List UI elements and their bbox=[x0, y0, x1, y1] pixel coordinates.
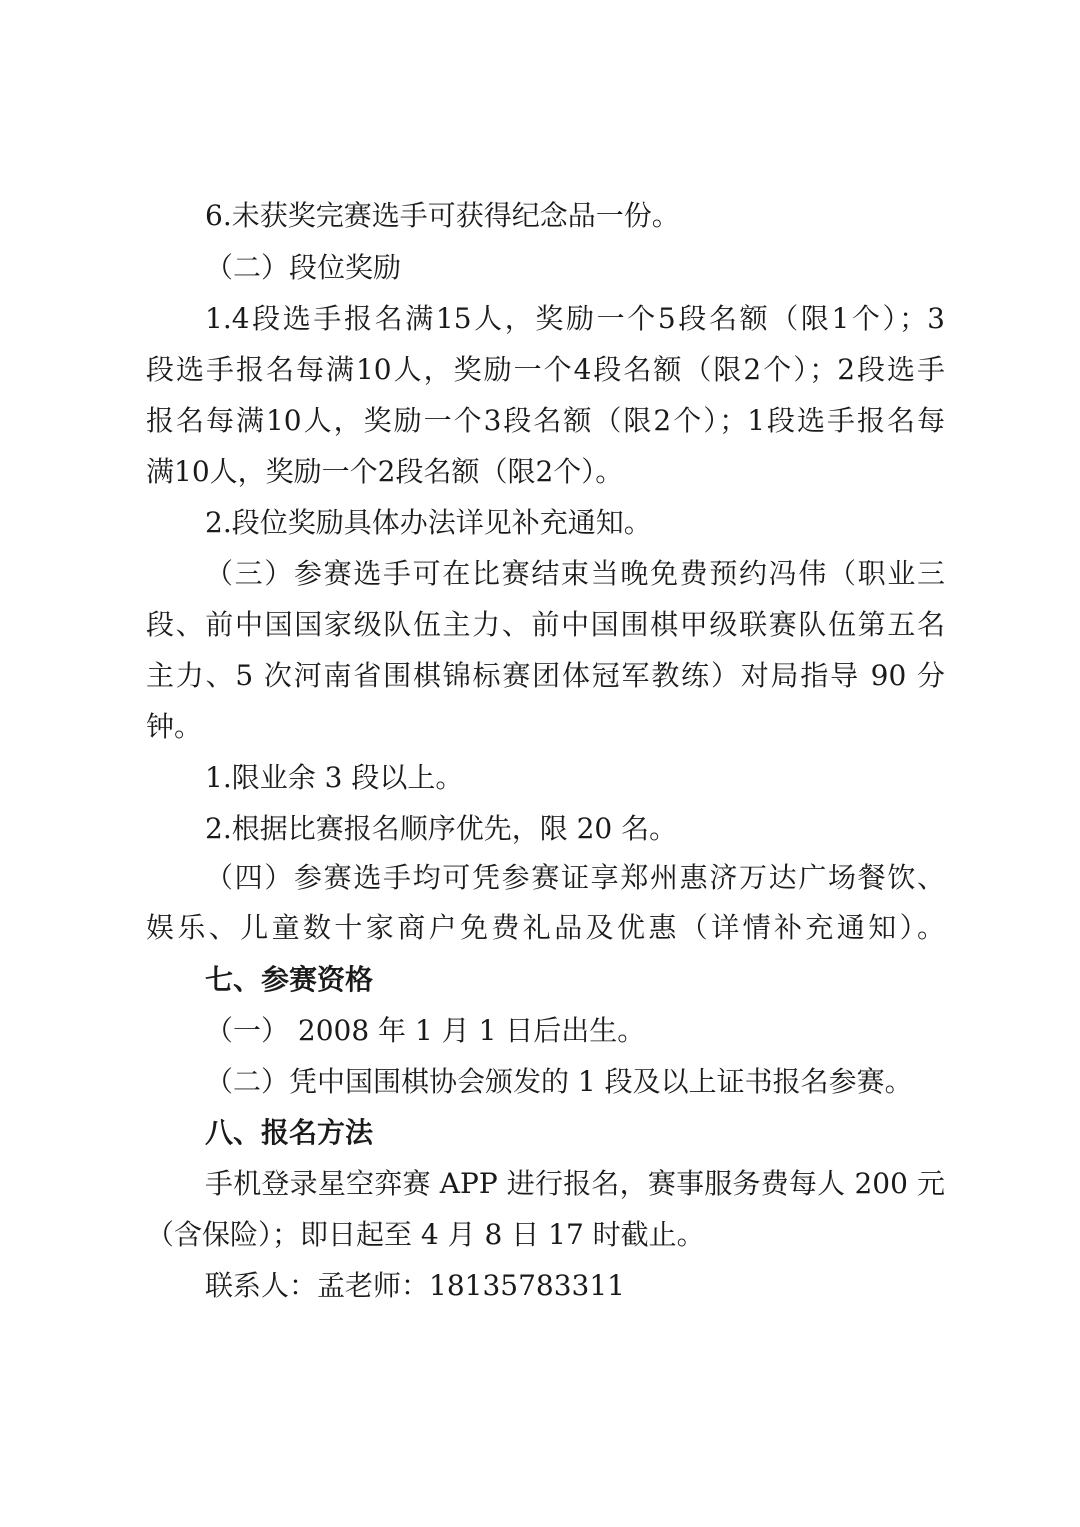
paragraph-line: 满10人，奖励一个2段名额（限2个）。 bbox=[146, 455, 624, 488]
paragraph-line: （一） 2008 年 1 月 1 日后出生。 bbox=[205, 1014, 646, 1047]
paragraph-line: 手机登录星空弈赛 APP 进行报名，赛事服务费每人 200 元 bbox=[205, 1167, 945, 1200]
paragraph-line: 报名每满10人，奖励一个3段名额（限2个）；1段选手报名每 bbox=[146, 404, 945, 437]
section-heading: 八、报名方法 bbox=[205, 1116, 374, 1149]
paragraph-line: 6.未获奖完赛选手可获得纪念品一份。 bbox=[205, 199, 680, 232]
paragraph-line: 段选手报名每满10人，奖励一个4段名额（限2个）；2段选手 bbox=[146, 353, 945, 386]
paragraph-line: 2.段位奖励具体办法详见补充通知。 bbox=[205, 506, 652, 539]
section-subheading: （二）段位奖励 bbox=[205, 251, 402, 284]
paragraph-line: 1.限业余 3 段以上。 bbox=[205, 761, 464, 794]
paragraph-line: 钟。 bbox=[146, 710, 203, 743]
paragraph-line: 娱乐、儿童数十家商户免费礼品及优惠（详情补充通知）。 bbox=[146, 911, 945, 944]
paragraph-line: 1.4段选手报名满15人，奖励一个5段名额（限1个）；3 bbox=[205, 302, 945, 335]
contact-line: 联系人：孟老师：18135783311 bbox=[205, 1269, 625, 1302]
paragraph-line: 段、前中国国家级队伍主力、前中国围棋甲级联赛队伍第五名 bbox=[146, 608, 945, 641]
paragraph-line: （含保险）；即日起至 4 月 8 日 17 时截止。 bbox=[146, 1218, 705, 1251]
paragraph-line: 主力、5 次河南省围棋锦标赛团体冠军教练）对局指导 90 分 bbox=[146, 659, 945, 692]
paragraph-line: 2.根据比赛报名顺序优先，限 20 名。 bbox=[205, 812, 678, 845]
paragraph-line: （二）凭中国围棋协会颁发的 1 段及以上证书报名参赛。 bbox=[205, 1065, 913, 1098]
paragraph-line: （三）参赛选手可在比赛结束当晚免费预约冯伟（职业三 bbox=[205, 557, 945, 590]
paragraph-line: （四）参赛选手均可凭参赛证享郑州惠济万达广场餐饮、 bbox=[205, 861, 945, 894]
section-heading: 七、参赛资格 bbox=[205, 963, 374, 996]
